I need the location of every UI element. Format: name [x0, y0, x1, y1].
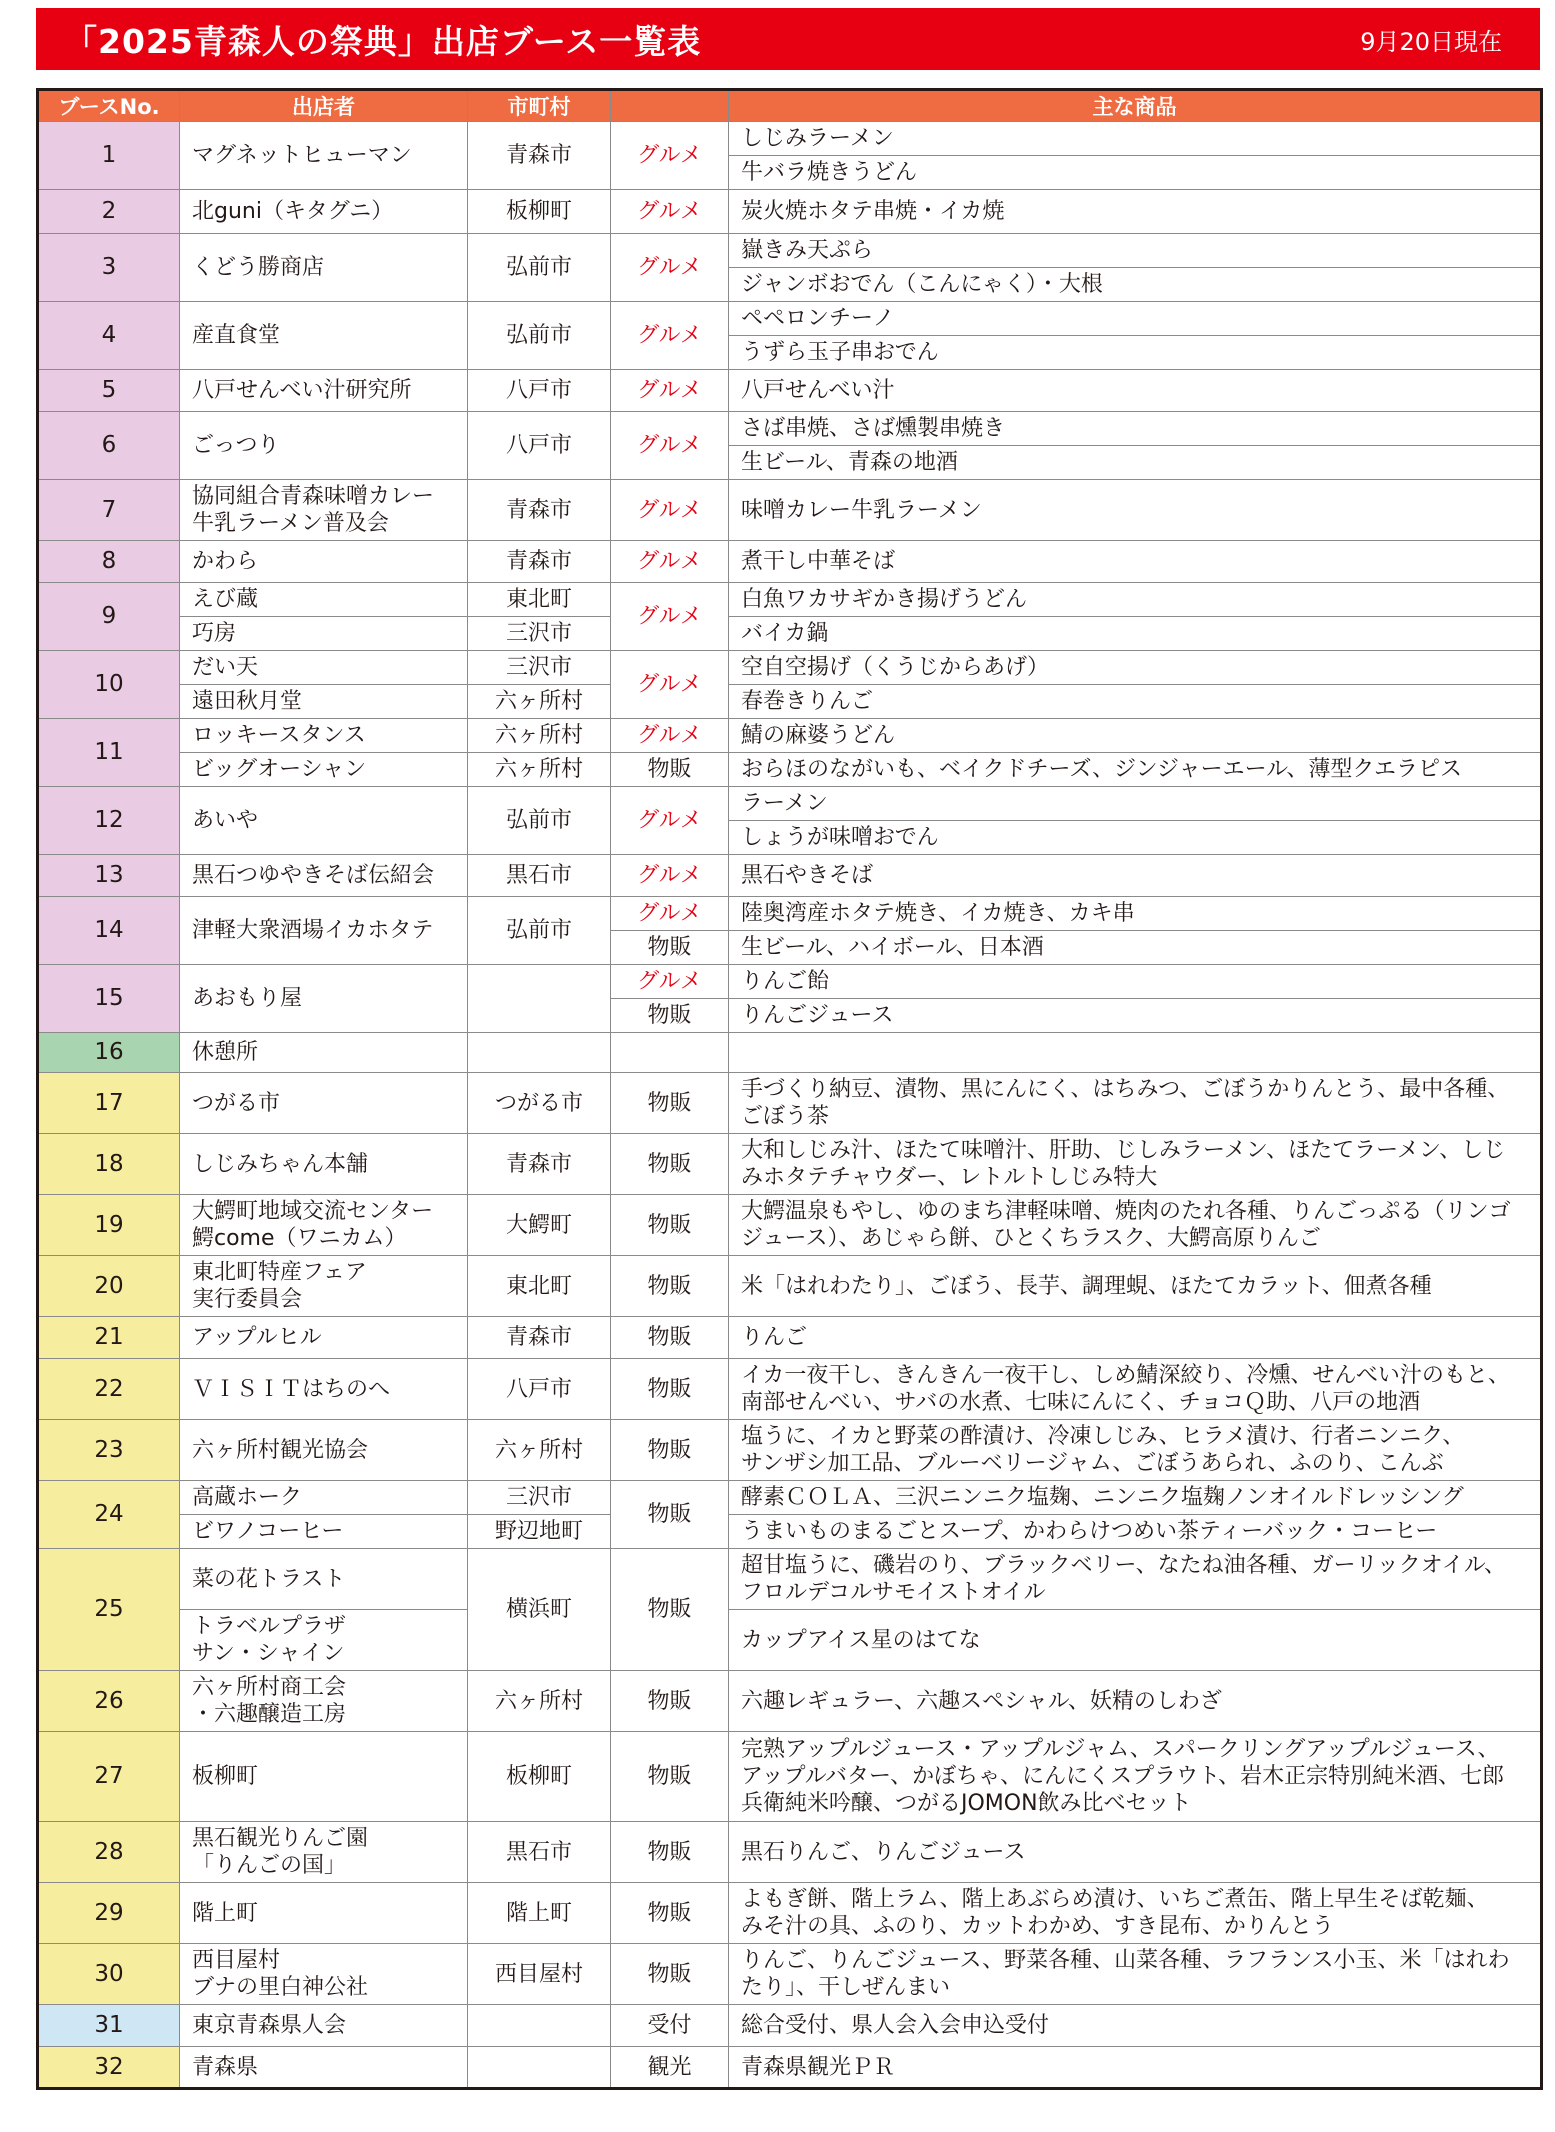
product-item: うずら玉子串おでん	[729, 336, 1542, 370]
category-label: グルメ	[611, 897, 729, 931]
city-name: 三沢市	[468, 1481, 611, 1515]
exhibitor-name: つがる市	[180, 1073, 468, 1134]
exhibitor-name: ＶＩＳＩＴはちのへ	[180, 1359, 468, 1420]
product-item: 春巻きりんご	[729, 685, 1542, 719]
exhibitor-name: あおもり屋	[180, 965, 468, 1033]
table-row	[38, 1073, 1542, 1134]
exhibitor-name: 休憩所	[180, 1033, 468, 1073]
booth-number: 25	[38, 1549, 180, 1671]
city-name: 板柳町	[468, 190, 611, 234]
exhibitor-name: だい天	[180, 651, 468, 685]
city-name: 青森市	[468, 1317, 611, 1359]
product-line: ジュース）、あじゃら餅、ひとくちラスク、大鰐高原りんご	[741, 1226, 1321, 1251]
exhibitor-name: ロッキースタンス	[180, 719, 468, 753]
exhibitor-name-line: 大鰐町地域交流センター	[192, 1199, 434, 1224]
product-item	[729, 1073, 1542, 1134]
product-item: バイカ鍋	[729, 617, 1542, 651]
as-of-date: 9月20日現在	[1360, 27, 1502, 56]
product-item: 空自空揚げ（くうじからあげ）	[729, 651, 1542, 685]
exhibitor-name: 津軽大衆酒場イカホタテ	[180, 897, 468, 965]
booth-number: 29	[38, 1883, 180, 1944]
product-item	[729, 1134, 1542, 1195]
category-label: 物販	[611, 1549, 729, 1671]
exhibitor-name-line: 六ヶ所村商工会	[192, 1675, 347, 1700]
product-line: ごぼう茶	[741, 1104, 830, 1129]
title-banner	[36, 8, 1540, 70]
booth-number: 11	[38, 719, 180, 787]
city-name: 大鰐町	[468, 1195, 611, 1256]
product-line: サンザシ加工品、ブルーベリージャム、ごぼうあられ、ふのり、こんぶ	[741, 1451, 1444, 1476]
product-item	[729, 1549, 1542, 1610]
exhibitor-name	[180, 1195, 468, 1256]
city-name: 六ヶ所村	[468, 719, 611, 753]
booth-number: 4	[38, 302, 180, 370]
exhibitor-name-line: ブナの里白神公社	[192, 1975, 369, 2000]
city-name: つがる市	[468, 1073, 611, 1134]
exhibitor-name: 菜の花トラスト	[180, 1549, 468, 1610]
exhibitor-name: 産直食堂	[180, 302, 468, 370]
booth-table	[36, 88, 1543, 2090]
category-label: 物販	[611, 1671, 729, 1732]
city-name: 弘前市	[468, 302, 611, 370]
table-row	[38, 719, 1542, 753]
column-header-city: 市町村	[468, 90, 611, 122]
city-name: 六ヶ所村	[468, 1420, 611, 1481]
city-name: 青森市	[468, 122, 611, 190]
table-row	[38, 190, 1542, 234]
category-label: 物販	[611, 1073, 729, 1134]
category-label: 物販	[611, 1732, 729, 1822]
table-row	[38, 1883, 1542, 1944]
category-label: 物販	[611, 999, 729, 1033]
booth-number: 22	[38, 1359, 180, 1420]
column-header-exhibitor: 出店者	[180, 90, 468, 122]
booth-number: 2	[38, 190, 180, 234]
exhibitor-name: 北guni（キタグニ）	[180, 190, 468, 234]
product-item: うまいものまるごとスープ、かわらけつめい茶ティーバック・コーヒー	[729, 1515, 1542, 1549]
booth-number: 17	[38, 1073, 180, 1134]
category-label: 物販	[611, 1134, 729, 1195]
category-label: グルメ	[611, 719, 729, 753]
product-item: 生ビール、青森の地酒	[729, 446, 1542, 480]
table-row	[38, 480, 1542, 541]
category-label: 物販	[611, 1195, 729, 1256]
city-name: 黒石市	[468, 1822, 611, 1883]
category-label: 物販	[611, 1883, 729, 1944]
table-row	[38, 1033, 1542, 1073]
product-item: さば串焼、さば燻製串焼き	[729, 412, 1542, 446]
exhibitor-name: ビワノコーヒー	[180, 1515, 468, 1549]
booth-number: 23	[38, 1420, 180, 1481]
category-label: 物販	[611, 1359, 729, 1420]
product-item: しょうが味噌おでん	[729, 821, 1542, 855]
booth-number: 6	[38, 412, 180, 480]
product-item: 陸奥湾産ホタテ焼き、イカ焼き、カキ串	[729, 897, 1542, 931]
city-name	[468, 2047, 611, 2089]
category-label: グルメ	[611, 302, 729, 370]
table-row	[38, 412, 1542, 446]
table-row	[38, 651, 1542, 685]
exhibitor-name-line: 東北町特産フェア	[192, 1260, 367, 1285]
table-row	[38, 1732, 1542, 1822]
city-name: 弘前市	[468, 234, 611, 302]
product-item	[729, 1732, 1542, 1822]
product-item	[729, 1883, 1542, 1944]
product-line: よもぎ餅、階上ラム、階上あぶらめ漬け、いちご煮缶、階上早生そば乾麺、	[741, 1887, 1489, 1912]
exhibitor-name: マグネットヒューマン	[180, 122, 468, 190]
table-row	[38, 1420, 1542, 1481]
booth-number: 21	[38, 1317, 180, 1359]
exhibitor-name-line: 鰐come（ワニカム）	[192, 1226, 407, 1251]
booth-number: 13	[38, 855, 180, 897]
exhibitor-name: 青森県	[180, 2047, 468, 2089]
product-item: カップアイス星のはてな	[729, 1610, 1542, 1671]
category-label: 物販	[611, 1317, 729, 1359]
column-header-no: ブースNo.	[38, 90, 180, 122]
product-line: 大鰐温泉もやし、ゆのまち津軽味噌、焼肉のたれ各種、りんごっぷる（リンゴ	[741, 1199, 1511, 1224]
product-item: 煮干し中華そば	[729, 541, 1542, 583]
city-name	[468, 965, 611, 1033]
exhibitor-name	[180, 1944, 468, 2005]
category-label: 物販	[611, 753, 729, 787]
booth-number: 24	[38, 1481, 180, 1549]
booth-number: 9	[38, 583, 180, 651]
category-label: 物販	[611, 931, 729, 965]
table-row	[38, 855, 1542, 897]
product-item: 黒石りんご、りんごジュース	[729, 1822, 1542, 1883]
category-label: グルメ	[611, 541, 729, 583]
exhibitor-name	[180, 1256, 468, 1317]
page-title: 「2025青森人の祭典」出店ブース一覧表	[64, 21, 702, 61]
category-label: グルメ	[611, 855, 729, 897]
city-name	[468, 1033, 611, 1073]
category-label: グルメ	[611, 651, 729, 719]
exhibitor-name: あいや	[180, 787, 468, 855]
table-row	[38, 370, 1542, 412]
product-line: 超甘塩うに、磯岩のり、ブラックベリー、なたね油各種、ガーリックオイル、	[741, 1553, 1506, 1578]
city-name: 八戸市	[468, 412, 611, 480]
exhibitor-name: アップルヒル	[180, 1317, 468, 1359]
city-name: 東北町	[468, 1256, 611, 1317]
booth-number: 19	[38, 1195, 180, 1256]
booth-number: 10	[38, 651, 180, 719]
booth-number: 7	[38, 480, 180, 541]
category-label: グルメ	[611, 480, 729, 541]
table-row	[38, 1671, 1542, 1732]
city-name: 三沢市	[468, 617, 611, 651]
city-name: 弘前市	[468, 897, 611, 965]
product-item: りんご飴	[729, 965, 1542, 999]
product-line: みそ汁の具、ふのり、カットわかめ、すき昆布、かりんとう	[741, 1914, 1334, 1939]
city-name: 青森市	[468, 480, 611, 541]
city-name: 東北町	[468, 583, 611, 617]
exhibitor-name-line: 「りんごの国」	[192, 1853, 347, 1878]
booth-number: 15	[38, 965, 180, 1033]
exhibitor-name	[180, 1610, 468, 1671]
exhibitor-name: しじみちゃん本舗	[180, 1134, 468, 1195]
exhibitor-name: 階上町	[180, 1883, 468, 1944]
table-row	[38, 753, 1542, 787]
product-line: 完熟アップルジュース・アップルジャム、スパークリングアップルジュース、	[741, 1737, 1500, 1762]
category-label: グルメ	[611, 190, 729, 234]
product-line: たり」、干しぜんまい	[741, 1975, 951, 2000]
product-item: 八戸せんべい汁	[729, 370, 1542, 412]
city-name: 八戸市	[468, 370, 611, 412]
product-item: 六趣レギュラー、六趣スペシャル、妖精のしわざ	[729, 1671, 1542, 1732]
booth-number: 12	[38, 787, 180, 855]
table-row	[38, 234, 1542, 268]
exhibitor-name-line: 西目屋村	[192, 1948, 281, 1973]
city-name	[468, 2005, 611, 2047]
product-item: 炭火焼ホタテ串焼・イカ焼	[729, 190, 1542, 234]
category-label: グルメ	[611, 583, 729, 651]
product-item: りんご	[729, 1317, 1542, 1359]
product-line: アップルバター、かぼちゃ、にんにくスプラウト、岩木正宗特別純米酒、七郎	[741, 1764, 1505, 1789]
table-row	[38, 2005, 1542, 2047]
city-name: 六ヶ所村	[468, 685, 611, 719]
table-row	[38, 1195, 1542, 1256]
exhibitor-name: かわら	[180, 541, 468, 583]
exhibitor-name: 東京青森県人会	[180, 2005, 468, 2047]
booth-number: 16	[38, 1033, 180, 1073]
product-item: 牛バラ焼きうどん	[729, 156, 1542, 190]
booth-number: 3	[38, 234, 180, 302]
table-header-row	[38, 90, 1542, 122]
product-line: 塩うに、イカと野菜の酢漬け、冷凍しじみ、ヒラメ漬け、行者ニンニク、	[741, 1424, 1465, 1449]
table-row	[38, 1944, 1542, 2005]
exhibitor-name-line: 牛乳ラーメン普及会	[192, 511, 389, 536]
table-row	[38, 583, 1542, 617]
booth-number: 28	[38, 1822, 180, 1883]
city-name: 八戸市	[468, 1359, 611, 1420]
category-label	[611, 1033, 729, 1073]
exhibitor-name-line: サン・シャイン	[192, 1641, 345, 1666]
product-line: りんご、りんごジュース、野菜各種、山菜各種、ラフランス小玉、米「はれわ	[741, 1948, 1510, 1973]
exhibitor-name-line: 実行委員会	[192, 1287, 303, 1312]
exhibitor-name: ビッグオーシャン	[180, 753, 468, 787]
product-item	[729, 1195, 1542, 1256]
booth-number: 31	[38, 2005, 180, 2047]
product-item	[729, 1359, 1542, 1420]
category-label: グルメ	[611, 370, 729, 412]
category-label: 物販	[611, 1822, 729, 1883]
table-row	[38, 787, 1542, 821]
booth-number: 14	[38, 897, 180, 965]
product-item: りんごジュース	[729, 999, 1542, 1033]
product-item: ラーメン	[729, 787, 1542, 821]
table-row	[38, 541, 1542, 583]
product-item: おらほのながいも、ベイクドチーズ、ジンジャーエール、薄型クエラピス	[729, 753, 1542, 787]
product-item: 嶽きみ天ぷら	[729, 234, 1542, 268]
exhibitor-name-line: 黒石観光りんご園	[192, 1826, 369, 1851]
exhibitor-name: 八戸せんべい汁研究所	[180, 370, 468, 412]
city-name: 青森市	[468, 1134, 611, 1195]
city-name: 階上町	[468, 1883, 611, 1944]
product-item: 生ビール、ハイボール、日本酒	[729, 931, 1542, 965]
city-name: 野辺地町	[468, 1515, 611, 1549]
exhibitor-name: 六ヶ所村観光協会	[180, 1420, 468, 1481]
table-row	[38, 1515, 1542, 1549]
exhibitor-name: えび蔵	[180, 583, 468, 617]
city-name: 六ヶ所村	[468, 1671, 611, 1732]
product-item	[729, 1033, 1542, 1073]
product-item: 総合受付、県人会入会申込受付	[729, 2005, 1542, 2047]
product-line: イカ一夜干し、きんきん一夜干し、しめ鯖深絞り、冷燻、せんべい汁のもと、	[741, 1363, 1510, 1388]
city-name: 青森市	[468, 541, 611, 583]
city-name: 板柳町	[468, 1732, 611, 1822]
table-row	[38, 1549, 1542, 1610]
category-label: 物販	[611, 1481, 729, 1549]
exhibitor-name	[180, 1822, 468, 1883]
product-item: しじみラーメン	[729, 122, 1542, 156]
product-item	[729, 1420, 1542, 1481]
exhibitor-name: 巧房	[180, 617, 468, 651]
product-line: 大和しじみ汁、ほたて味噌汁、肝助、じしみラーメン、ほたてラーメン、しじ	[741, 1138, 1506, 1163]
column-header-category	[611, 90, 729, 122]
booth-number: 20	[38, 1256, 180, 1317]
product-line: 兵衛純米吟醸、つがるJOMON飲み比べセット	[741, 1791, 1192, 1816]
city-name: 横浜町	[468, 1549, 611, 1671]
city-name: 西目屋村	[468, 1944, 611, 2005]
exhibitor-name: くどう勝商店	[180, 234, 468, 302]
product-item: 米「はれわたり」、ごぼう、長芋、調理蜆、ほたてカラット、佃煮各種	[729, 1256, 1542, 1317]
booth-number: 1	[38, 122, 180, 190]
table-row	[38, 1317, 1542, 1359]
city-name: 弘前市	[468, 787, 611, 855]
city-name: 六ヶ所村	[468, 753, 611, 787]
booth-number: 30	[38, 1944, 180, 2005]
table-row	[38, 2047, 1542, 2089]
table-row	[38, 685, 1542, 719]
category-label: 物販	[611, 1944, 729, 2005]
exhibitor-name-line: トラベルプラザ	[192, 1614, 347, 1639]
exhibitor-name	[180, 1671, 468, 1732]
product-line: フロルデコルサモイストオイル	[741, 1580, 1046, 1605]
exhibitor-name: 高蔵ホーク	[180, 1481, 468, 1515]
table-row	[38, 122, 1542, 156]
product-line: 南部せんべい、サバの水煮、七味にんにく、チョコＱ助、八戸の地酒	[741, 1390, 1421, 1415]
category-label: 物販	[611, 1420, 729, 1481]
booth-number: 5	[38, 370, 180, 412]
table-row	[38, 1610, 1542, 1671]
city-name: 三沢市	[468, 651, 611, 685]
table-row	[38, 302, 1542, 336]
table-row	[38, 1359, 1542, 1420]
product-item: 鯖の麻婆うどん	[729, 719, 1542, 753]
table-row	[38, 1822, 1542, 1883]
product-item	[729, 1944, 1542, 2005]
product-item: 青森県観光ＰＲ	[729, 2047, 1542, 2089]
table-row	[38, 1481, 1542, 1515]
booth-number: 8	[38, 541, 180, 583]
exhibitor-name: ごっつり	[180, 412, 468, 480]
product-item: 味噌カレー牛乳ラーメン	[729, 480, 1542, 541]
category-label: 物販	[611, 1256, 729, 1317]
product-line: 手づくり納豆、漬物、黒にんにく、はちみつ、ごぼうかりんとう、最中各種、	[741, 1077, 1510, 1102]
product-item: 白魚ワカサギかき揚げうどん	[729, 583, 1542, 617]
booth-number: 27	[38, 1732, 180, 1822]
table-row	[38, 1256, 1542, 1317]
product-item: 黒石やきそば	[729, 855, 1542, 897]
table-row	[38, 1134, 1542, 1195]
exhibitor-name: 遠田秋月堂	[180, 685, 468, 719]
booth-number: 26	[38, 1671, 180, 1732]
table-row	[38, 897, 1542, 931]
category-label: グルメ	[611, 965, 729, 999]
category-label: グルメ	[611, 122, 729, 190]
category-label: グルメ	[611, 412, 729, 480]
city-name: 黒石市	[468, 855, 611, 897]
product-item: ペペロンチーノ	[729, 302, 1542, 336]
exhibitor-name: 板柳町	[180, 1732, 468, 1822]
product-item: ジャンボおでん（こんにゃく）・大根	[729, 268, 1542, 302]
exhibitor-name: 黒石つゆやきそば伝紹会	[180, 855, 468, 897]
product-item: 酵素ＣＯＬＡ、三沢ニンニク塩麹、ニンニク塩麹ノンオイルドレッシング	[729, 1481, 1542, 1515]
exhibitor-name	[180, 480, 468, 541]
column-header-items: 主な商品	[729, 90, 1542, 122]
product-line: みホタテチャウダー、レトルトしじみ特大	[741, 1165, 1158, 1190]
category-label: グルメ	[611, 234, 729, 302]
table-row	[38, 965, 1542, 999]
booth-number: 18	[38, 1134, 180, 1195]
category-label: グルメ	[611, 787, 729, 855]
category-label: 受付	[611, 2005, 729, 2047]
category-label: 観光	[611, 2047, 729, 2089]
booth-number: 32	[38, 2047, 180, 2089]
table-row	[38, 617, 1542, 651]
exhibitor-name-line: ・六趣醸造工房	[192, 1702, 347, 1727]
exhibitor-name-line: 協同組合青森味噌カレー	[192, 484, 435, 509]
